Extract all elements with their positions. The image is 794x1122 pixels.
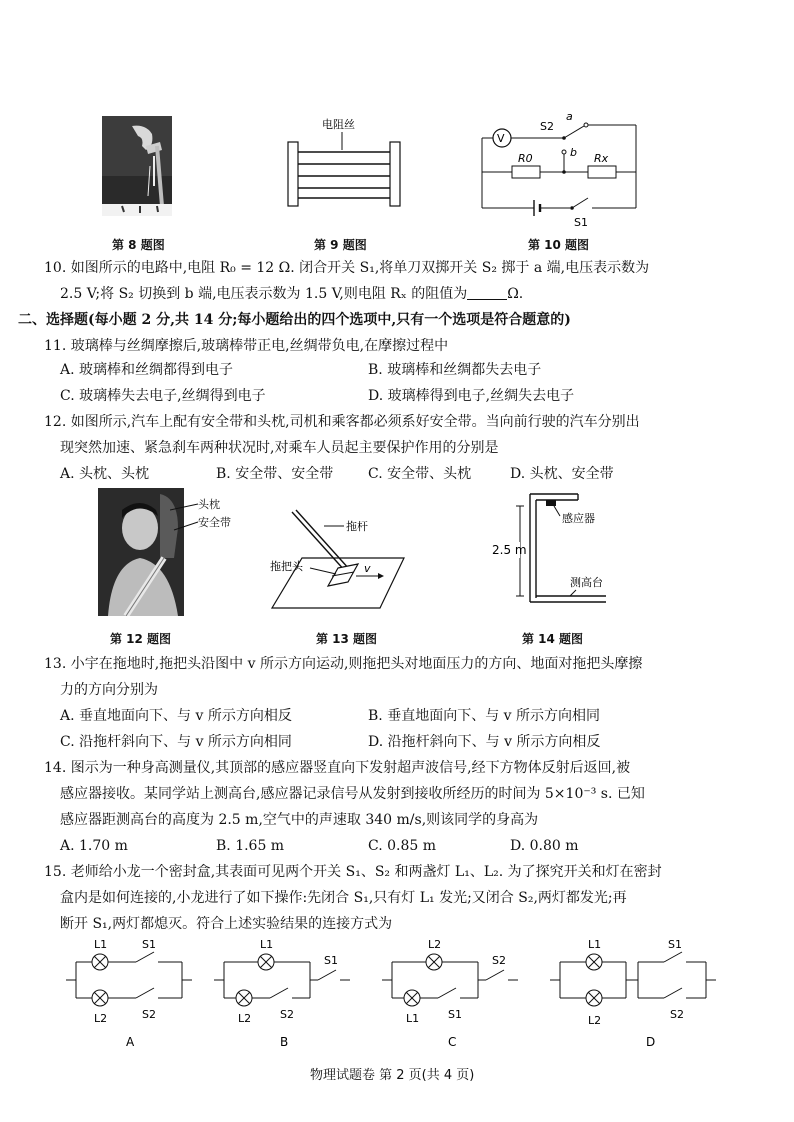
fig10-s1: S1 <box>574 216 588 229</box>
circuit-c-main-switch: S2 <box>492 954 506 967</box>
circuit-a-bot-switch: S2 <box>142 1008 156 1021</box>
circuit-c <box>378 934 528 1054</box>
page-footer: 物理试题卷 第 2 页(共 4 页) <box>310 1068 475 1083</box>
q12-line2: 现突然加速、紧急刹车两种状况时,对乘车人员起主要保护作用的分别是 <box>60 440 499 456</box>
q14-option-a: A. 1.70 m <box>60 838 128 854</box>
q13-option-c: C. 沿拖杆斜向下、与 v 所示方向相同 <box>60 734 292 750</box>
fig9-caption: 第 9 题图 <box>314 238 367 252</box>
fig10-a: a <box>566 110 573 123</box>
q14-line1: 14. 图示为一种身高测量仪,其顶部的感应器竖直向下发射超声波信号,经下方物体反射后返回,被 <box>44 760 631 776</box>
fig14-diagram <box>490 490 620 612</box>
q13-option-a: A. 垂直地面向下、与 v 所示方向相反 <box>60 708 292 724</box>
q15-line1: 15. 老师给小龙一个密封盒,其表面可见两个开关 S₁、S₂ 和两盏灯 L₁、L₂. 为了探究开关和灯在密封 <box>44 864 662 880</box>
q13-line2: 力的方向分别为 <box>60 682 158 698</box>
circuit-a-top-switch: S1 <box>142 938 156 951</box>
q13-option-b: B. 垂直地面向下、与 v 所示方向相同 <box>368 708 600 724</box>
q11-option-a: A. 玻璃棒和丝绸都得到电子 <box>60 362 234 378</box>
circuit-a-label: A <box>126 1035 135 1049</box>
fig10-r0: R0 <box>518 152 533 165</box>
circuit-d <box>546 934 726 1054</box>
circuit-b <box>210 934 360 1054</box>
fig12-headrest-label: 头枕 <box>198 498 220 511</box>
fig14-caption: 第 14 题图 <box>522 632 584 646</box>
fig10-rx: Rx <box>594 152 609 165</box>
q12-line1: 12. 如图所示,汽车上配有安全带和头枕,司机和乘客都必须系好安全带。当向前行驶的汽车分别出 <box>44 414 640 430</box>
fig14-height: 2.5 m <box>492 543 527 557</box>
fig13-caption: 第 13 题图 <box>316 632 378 646</box>
circuit-a-bot-lamp: L2 <box>94 1012 108 1025</box>
fig12-belt-label: 安全带 <box>198 516 231 529</box>
circuit-b-main-switch: S1 <box>324 954 338 967</box>
circuit-d-top-switch: S1 <box>668 938 682 951</box>
q15-line3: 断开 S₁,两灯都熄灭。符合上述实验结果的连接方式为 <box>60 916 393 932</box>
q14-line2: 感应器接收。某同学站上测高台,感应器记录信号从发射到接收所经历的时间为 5×10⁻³ s. 已知 <box>60 786 645 802</box>
q11-stem: 11. 玻璃棒与丝绸摩擦后,玻璃棒带正电,丝绸带负电,在摩擦过程中 <box>44 338 449 354</box>
circuit-c-bot-lamp: L1 <box>406 1012 420 1025</box>
q12-option-c: C. 安全带、头枕 <box>368 466 472 482</box>
circuit-b-bot-switch: S2 <box>280 1008 294 1021</box>
q14-option-d: D. 0.80 m <box>510 838 579 854</box>
fig12-pointers <box>170 496 200 536</box>
fig8-photo <box>102 116 172 216</box>
q11-option-d: D. 玻璃棒得到电子,丝绸失去电子 <box>368 388 575 404</box>
circuit-b-bot-lamp: L2 <box>238 1012 252 1025</box>
fig10-b: b <box>570 146 577 159</box>
fig13-diagram <box>266 508 416 614</box>
fig14-sensor: 感应器 <box>562 512 595 525</box>
q12-option-b: B. 安全带、安全带 <box>216 466 334 482</box>
q13-option-d: D. 沿拖杆斜向下、与 v 所示方向相反 <box>368 734 601 750</box>
fig8-caption: 第 8 题图 <box>112 238 165 252</box>
circuit-a-top-lamp: L1 <box>94 938 108 951</box>
circuit-a <box>62 934 202 1054</box>
q13-line1: 13. 小宇在拖地时,拖把头沿图中 v 所示方向运动,则拖把头对地面压力的方向、地面对拖把头摩擦 <box>44 656 643 672</box>
q10-unit: Ω. <box>507 286 524 302</box>
fig9-label: 电阻丝 <box>322 118 355 131</box>
circuit-d-label: D <box>646 1035 656 1049</box>
fig13-rod: 拖杆 <box>346 520 368 533</box>
q11-option-b: B. 玻璃棒和丝绸都失去电子 <box>368 362 542 378</box>
circuit-d-top-lamp: L1 <box>588 938 602 951</box>
section2-heading: 二、选择题(每小题 2 分,共 14 分;每小题给出的四个选项中,只有一个选项是符合题意的) <box>18 312 571 328</box>
fig9-diagram <box>282 112 406 222</box>
fig13-v: v <box>364 562 371 575</box>
q14-option-b: B. 1.65 m <box>216 838 285 854</box>
circuit-c-label: C <box>448 1035 457 1049</box>
fig10-circuit <box>478 110 644 230</box>
circuit-c-bot-switch: S1 <box>448 1008 462 1021</box>
fig10-s2: S2 <box>540 120 554 133</box>
fig10-caption: 第 10 题图 <box>528 238 590 252</box>
circuit-d-bot-switch: S2 <box>670 1008 684 1021</box>
q10-line1: 10. 如图所示的电路中,电阻 R₀ = 12 Ω. 闭合开关 S₁,将单刀双掷开关 S₂ 掷于 a 端,电压表示数为 <box>44 260 650 276</box>
fig14-platform: 测高台 <box>570 576 603 589</box>
circuit-b-top-lamp: L1 <box>260 938 274 951</box>
circuit-d-bot-lamp: L2 <box>588 1014 602 1027</box>
fig10-v: V <box>497 132 505 145</box>
circuit-b-label: B <box>280 1035 289 1049</box>
q12-option-a: A. 头枕、头枕 <box>60 466 150 482</box>
q10-line2 <box>60 284 523 304</box>
q10-line2-text: 2.5 V;将 S₂ 切换到 b 端,电压表示数为 1.5 V,则电阻 Rₓ 的阻值为 <box>60 286 468 302</box>
q14-line3: 感应器距测高台的高度为 2.5 m,空气中的声速取 340 m/s,则该同学的身高为 <box>60 812 539 828</box>
circuit-c-top-lamp: L2 <box>428 938 442 951</box>
fig12-caption: 第 12 题图 <box>110 632 172 646</box>
fig13-head: 拖把头 <box>270 560 303 573</box>
q14-option-c: C. 0.85 m <box>368 838 437 854</box>
q12-option-d: D. 头枕、安全带 <box>510 466 614 482</box>
q11-option-c: C. 玻璃棒失去电子,丝绸得到电子 <box>60 388 266 404</box>
q15-line2: 盒内是如何连接的,小龙进行了如下操作:先闭合 S₁,只有灯 L₁ 发光;又闭合 S₂,两灯都发光;再 <box>60 890 627 906</box>
answer-blank[interactable] <box>467 285 507 300</box>
